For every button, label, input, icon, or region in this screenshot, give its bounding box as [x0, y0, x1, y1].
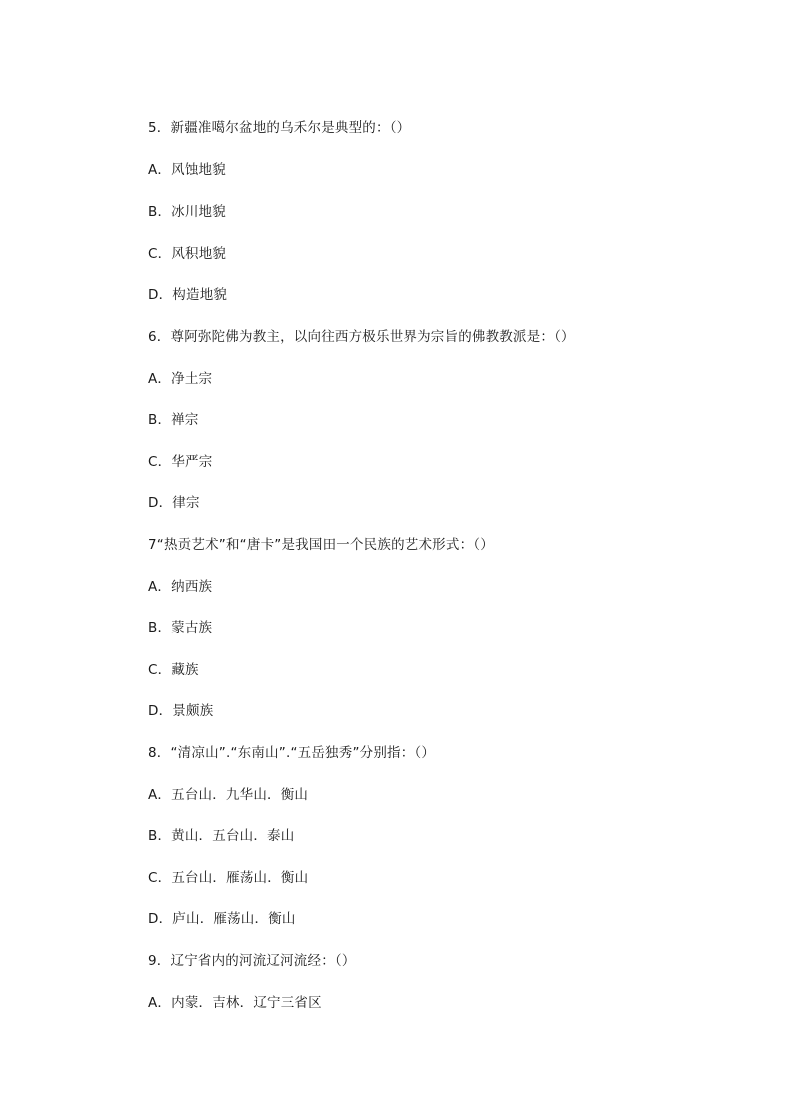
question-7-option-b: B．蒙古族 [148, 620, 213, 636]
question-6-option-d: D．律宗 [148, 495, 200, 511]
question-5-option-c: C．风积地貌 [148, 246, 227, 262]
question-5-option-d: D．构造地貌 [148, 287, 228, 303]
question-6-option-b: B．禅宗 [148, 412, 199, 428]
question-9-option-a: A．内蒙．吉林．辽宁三省区 [148, 995, 322, 1011]
question-8-option-c: C．五台山．雁荡山．衡山 [148, 870, 309, 886]
question-8-stem: 8．“清凉山”.“东南山”.“五岳独秀”分别指：（） [148, 745, 436, 761]
question-7-option-a: A．纳西族 [148, 579, 213, 595]
question-6-option-c: C．华严宗 [148, 454, 213, 470]
question-8-option-d: D．庐山．雁荡山．衡山 [148, 911, 296, 927]
question-8-option-a: A．五台山．九华山．衡山 [148, 787, 309, 803]
question-7-option-c: C．藏族 [148, 662, 199, 678]
question-6-stem: 6．尊阿弥陀佛为教主，以向往西方极乐世界为宗旨的佛教教派是：（） [148, 329, 575, 345]
question-5-stem: 5．新疆准噶尔盆地的乌禾尔是典型的：（） [148, 120, 411, 136]
question-5-option-a: A．风蚀地貌 [148, 162, 226, 178]
question-7-option-d: D．景颇族 [148, 703, 214, 719]
question-8-option-b: B．黄山．五台山．泰山 [148, 828, 295, 844]
question-5-option-b: B．冰川地貌 [148, 204, 226, 220]
question-9-stem: 9．辽宁省内的河流辽河流经：（） [148, 953, 356, 969]
question-7-stem: 7“热贡艺术”和“唐卡”是我国田一个民族的艺术形式：（） [148, 537, 494, 553]
question-6-option-a: A．净土宗 [148, 371, 213, 387]
